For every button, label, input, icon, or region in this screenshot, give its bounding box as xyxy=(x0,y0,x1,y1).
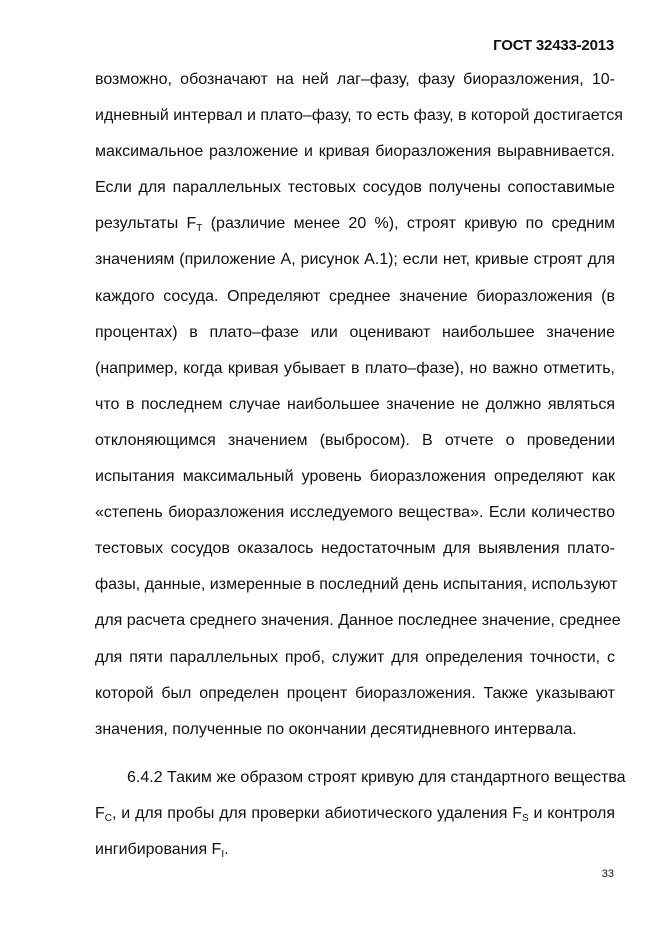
subscript: T xyxy=(196,223,203,235)
text-line: Если для параллельных тестовых сосудов получены сопоставимые xyxy=(95,179,615,197)
text-line: процентах) в плато–фазе или оценивают наибольшее значение xyxy=(95,323,615,341)
text-fragment: и контроля xyxy=(528,805,615,823)
text-line-with-subscript xyxy=(95,206,615,242)
subscript: C xyxy=(104,813,113,825)
text-line: для расчета среднего значения. Данное последнее значение, среднее xyxy=(95,612,621,630)
subscript: I xyxy=(221,849,225,861)
paragraph-6-4-2 xyxy=(95,760,626,868)
subscript: S xyxy=(522,813,529,825)
text-line: 6.4.2 Таким же образом строят кривую для стандартного вещества xyxy=(127,769,626,786)
standard-header: ГОСТ 32433-2013 xyxy=(493,37,614,54)
text-line: которой был определен процент биоразложения. Также указывают xyxy=(95,684,615,702)
text-line: фазы, данные, измеренные в последний день испытания, используют xyxy=(95,576,618,594)
text-line: что в последнем случае наибольшее значение не должно являться xyxy=(95,395,615,413)
text-line: (например, когда кривая убывает в плато–фазе), но важно отметить, xyxy=(95,359,615,377)
paragraph-main xyxy=(95,62,623,748)
text-line: тестовых сосудов оказалось недостаточным для выявления плато- xyxy=(95,540,615,558)
text-line-with-subscript xyxy=(95,832,615,868)
text-line: для пяти параллельных проб, служит для определения точности, с xyxy=(95,648,615,666)
text-fragment: . xyxy=(224,841,229,859)
text-line: значениям (приложение А, рисунок А.1); если нет, кривые строят для xyxy=(95,251,615,269)
text-line: значения, полученные по окончании десятидневного интервала. xyxy=(95,720,577,738)
text-fragment: (различие менее 20 %), строят кривую по средним xyxy=(202,215,616,233)
text-line: максимальное разложение и кривая биоразложения выравнивается. xyxy=(95,143,615,161)
text-line: возможно, обозначают на ней лаг–фазу, фазу биоразложения, 10- xyxy=(95,71,615,88)
text-line: «степень биоразложения исследуемого вещества». Если количество xyxy=(95,504,615,522)
text-line: отклоняющимся значением (выбросом). В отчете о проведении xyxy=(95,431,615,449)
text-line: каждого сосуда. Определяют среднее значение биоразложения (в xyxy=(95,287,615,305)
text-fragment: ингибирования F xyxy=(95,841,222,859)
text-fragment: результаты F xyxy=(95,215,197,233)
text-line: идневный интервал и плато–фазу, то есть фазу, в которой достигается xyxy=(95,107,623,125)
page-number: 33 xyxy=(601,868,614,880)
text-line: испытания максимальный уровень биоразложения определяют как xyxy=(95,468,615,486)
text-line-with-subscript xyxy=(95,796,615,832)
text-fragment: F xyxy=(95,805,105,823)
text-fragment: , и для пробы для проверки абиотического удаления F xyxy=(112,805,523,823)
